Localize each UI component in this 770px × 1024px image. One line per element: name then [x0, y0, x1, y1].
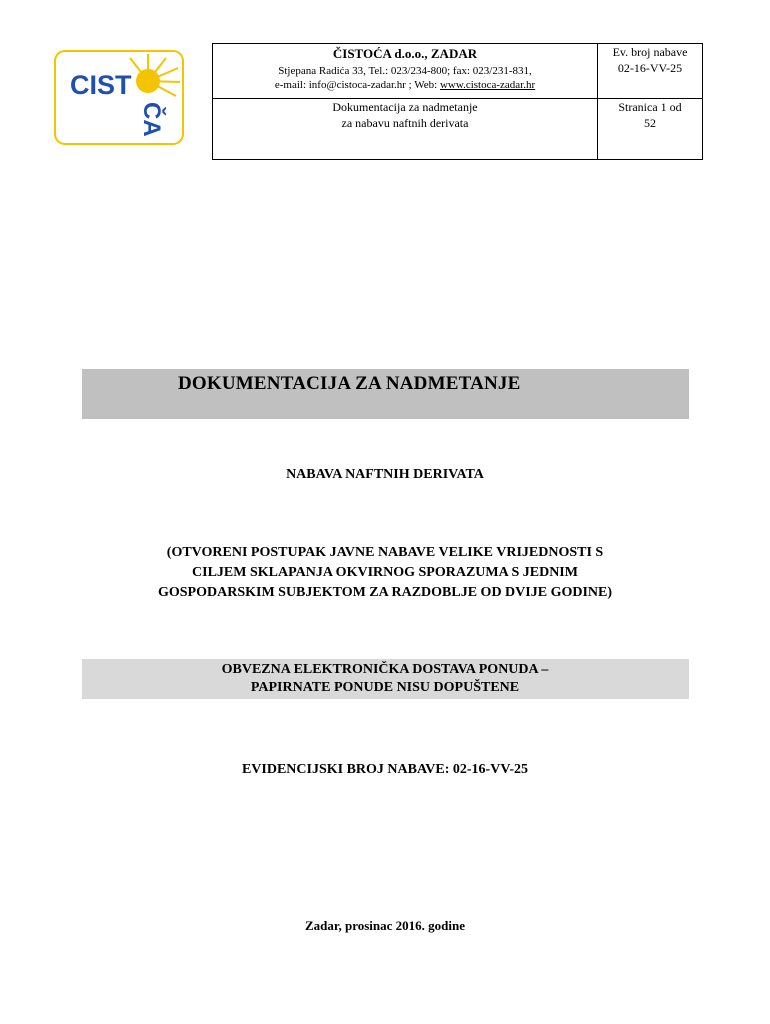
document-name-line2: za nabavu naftnih derivata: [341, 116, 469, 130]
website-link[interactable]: www.cistoca-zadar.hr: [439, 79, 536, 91]
company-address: [213, 64, 597, 92]
company-cell: [213, 44, 598, 99]
sun-icon: [136, 69, 160, 93]
evidence-number: EVIDENCIJSKI BROJ NABAVE: 02-16-VV-25: [241, 762, 529, 777]
document-name-line1: Dokumentacija za nadmetanje: [332, 100, 478, 114]
page-total: 52: [644, 116, 656, 130]
notice-line: PAPIRNATE PONUDE NISU DOPUŠTENE: [250, 680, 520, 695]
page-label: Stranica 1 od: [618, 100, 682, 114]
procedure-line: GOSPODARSKIM SUBJEKTOM ZA RAZDOBLJE OD DVIJE GODINE): [157, 585, 613, 600]
document-cell: [213, 99, 598, 160]
notice-line: OBVEZNA ELEKTRONIČKA DOSTAVA PONUDA –: [221, 662, 549, 677]
svg-text:ČA: ČA: [138, 102, 165, 137]
address-line: Stjepana Radića 33, Tel.: 023/234-800; fax: 023/231-831,: [278, 65, 532, 77]
svg-text:CIST: CIST: [70, 70, 132, 100]
ev-label: Ev. broj nabave: [612, 45, 688, 59]
ev-number: 02-16-VV-25: [617, 61, 683, 75]
email-text: e-mail: info@cistoca-zadar.hr ; Web:: [274, 79, 440, 91]
document-date: Zadar, prosinac 2016. godine: [304, 918, 465, 933]
header-table: [212, 43, 703, 160]
page-cell: [598, 99, 703, 160]
company-logo: [54, 50, 184, 145]
procedure-description: [0, 543, 770, 603]
company-name: ČISTOĆA d.o.o., ZADAR: [332, 46, 478, 61]
procedure-line: CILJEM SKLAPANJA OKVIRNOG SPORAZUMA S JEDNIM: [192, 565, 578, 580]
delivery-notice: [0, 661, 770, 697]
ev-number-cell: [598, 44, 703, 99]
subtitle: NABAVA NAFTNIH DERIVATA: [286, 467, 484, 482]
page-title: DOKUMENTACIJA ZA NADMETANJE: [178, 373, 521, 394]
procedure-line: (OTVORENI POSTUPAK JAVNE NABAVE VELIKE VRIJEDNOSTI S: [166, 545, 604, 560]
